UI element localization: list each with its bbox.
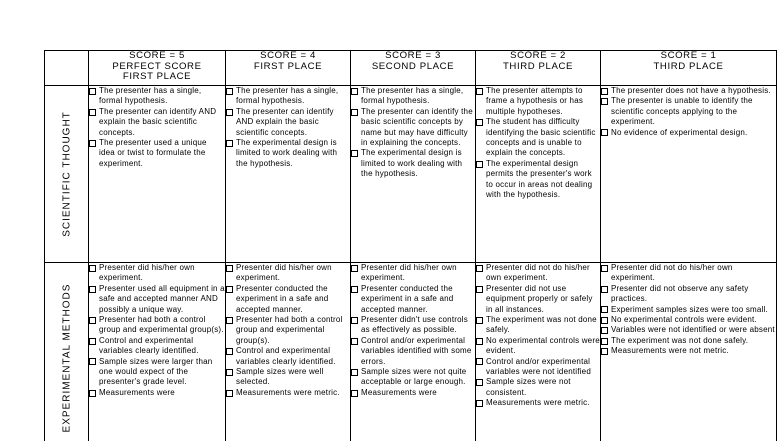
criteria-cell: [351, 86, 476, 263]
header-line: SCORE = 4: [260, 50, 316, 61]
criteria-cell: [351, 263, 476, 441]
checkbox-item: The experimental design permits the presenter's work to occur in areas not dealing with the hypothesis.: [476, 159, 600, 201]
checkbox-item: Measurements were metric.: [476, 398, 600, 408]
row-label-cell: [45, 86, 89, 263]
checkbox-item: The presenter can identify AND explain the basic scientific concepts.: [226, 107, 350, 138]
checkbox-item: The presenter has a single, formal hypothesis.: [226, 86, 350, 107]
checkbox-item: Control and/or experimental variables were not identified: [476, 357, 600, 378]
row-label-cell: [45, 263, 89, 441]
criteria-cell: [601, 263, 777, 441]
row-label: SCIENTIFIC THOUGHT: [61, 111, 72, 237]
checkbox-item: The experiment was not done safely.: [476, 315, 600, 336]
header-row: [45, 51, 777, 86]
header-line: PERFECT SCORE: [112, 60, 202, 72]
checkbox-item: Sample sizes were well selected.: [226, 367, 350, 388]
checkbox-item: Control and experimental variables clearly identified.: [226, 346, 350, 367]
checkbox-item: No experimental controls were evident.: [476, 336, 600, 357]
checkbox-item: Presenter did his/her own experiment.: [351, 263, 475, 284]
checkbox-item: Presenter did not use equipment properly or safely in all instances.: [476, 284, 600, 315]
criteria-cell: [476, 86, 601, 263]
header-line: THIRD PLACE: [653, 60, 724, 72]
checkbox-item: No evidence of experimental design.: [601, 128, 776, 138]
checkbox-item: The presenter does not have a hypothesis.: [601, 86, 776, 96]
checkbox-item: Sample sizes were not quite acceptable or large enough.: [351, 367, 475, 388]
checkbox-item: Presenter used all equipment in a safe and accepted manner AND possibly a unique way.: [89, 284, 225, 315]
criteria-cell: [226, 263, 351, 441]
checkbox-item: The experiment was not done safely.: [601, 336, 776, 346]
checkbox-item: The presenter can identify the basic scientific concepts by name but may have difficulty in explaining the concepts.: [351, 107, 475, 149]
checkbox-item: Presenter did not do his/her own experiment.: [601, 263, 776, 284]
rubric-table: [44, 50, 777, 441]
score-3-header: [351, 51, 476, 86]
checkbox-item: Sample sizes were not consistent.: [476, 377, 600, 398]
header-line: THIRD PLACE: [502, 60, 574, 72]
criteria-cell: [476, 263, 601, 441]
checkbox-item: The presenter attempts to frame a hypothesis or has multiple hypotheses.: [476, 86, 600, 117]
checkbox-item: The presenter has a single, formal hypothesis.: [351, 86, 475, 107]
checkbox-item: The experimental design is limited to work dealing with the hypothesis.: [226, 138, 350, 169]
checkbox-item: Sample sizes were larger than one would expect of the presenter's grade level.: [89, 357, 225, 388]
score-1-header: [601, 51, 777, 86]
checkbox-item: The presenter is unable to identify the scientific concepts applying to the experiment.: [601, 96, 776, 127]
header-line: SCORE = 2: [510, 50, 566, 61]
checkbox-item: Control and/or experimental variables identified with some errors.: [351, 336, 475, 367]
checkbox-item: Presenter conducted the experiment in a safe and accepted manner.: [226, 284, 350, 315]
header-line: SECOND PLACE: [371, 60, 455, 72]
header-line: FIRST PLACE: [253, 60, 323, 72]
checkbox-item: Measurements were: [89, 388, 225, 398]
score-2-header: [476, 51, 601, 86]
checkbox-item: Experiment samples sizes were too small.: [601, 305, 776, 315]
criteria-cell: [89, 86, 226, 263]
header-line: SCORE = 5: [129, 50, 185, 61]
checkbox-item: Presenter did his/her own experiment.: [226, 263, 350, 284]
checkbox-item: Measurements were: [351, 388, 475, 398]
experimental-methods-row: [45, 263, 777, 441]
corner-cell: [45, 51, 89, 86]
checkbox-item: Presenter had both a control group and experimental group(s).: [89, 315, 225, 336]
checkbox-item: The presenter can identify AND explain the basic scientific concepts.: [89, 107, 225, 138]
checkbox-item: The experimental design is limited to work dealing with the hypothesis.: [351, 148, 475, 179]
header-line: FIRST PLACE: [122, 71, 192, 83]
criteria-cell: [601, 86, 777, 263]
header-line: SCORE = 1: [660, 50, 717, 61]
checkbox-item: Presenter did not do his/her own experiment.: [476, 263, 600, 284]
checkbox-item: Presenter did his/her own experiment.: [89, 263, 225, 284]
checkbox-item: No experimental controls were evident.: [601, 315, 776, 325]
checkbox-item: Measurements were not metric.: [601, 346, 776, 356]
row-label: EXPERIMENTAL METHODS: [61, 283, 72, 433]
criteria-cell: [226, 86, 351, 263]
checkbox-item: Presenter had both a control group and experimental group(s).: [226, 315, 350, 346]
score-5-header: [89, 51, 226, 86]
checkbox-item: The presenter has a single, formal hypothesis.: [89, 86, 225, 107]
criteria-cell: [89, 263, 226, 441]
score-4-header: [226, 51, 351, 86]
checkbox-item: Presenter conducted the experiment in a safe and accepted manner.: [351, 284, 475, 315]
checkbox-item: Control and experimental variables clearly identified.: [89, 336, 225, 357]
checkbox-item: The student has difficulty identifying the basic scientific concepts and is unable to explain the concepts.: [476, 117, 600, 159]
checkbox-item: Presenter didn't use controls as effectively as possible.: [351, 315, 475, 336]
scientific-thought-row: [45, 86, 777, 263]
header-line: SCORE = 3: [385, 50, 441, 61]
checkbox-item: Presenter did not observe any safety practices.: [601, 284, 776, 305]
checkbox-item: Measurements were metric.: [226, 388, 350, 398]
checkbox-item: Variables were not identified or were absent: [601, 325, 776, 335]
checkbox-item: The presenter used a unique idea or twist to formulate the experiment.: [89, 138, 225, 169]
